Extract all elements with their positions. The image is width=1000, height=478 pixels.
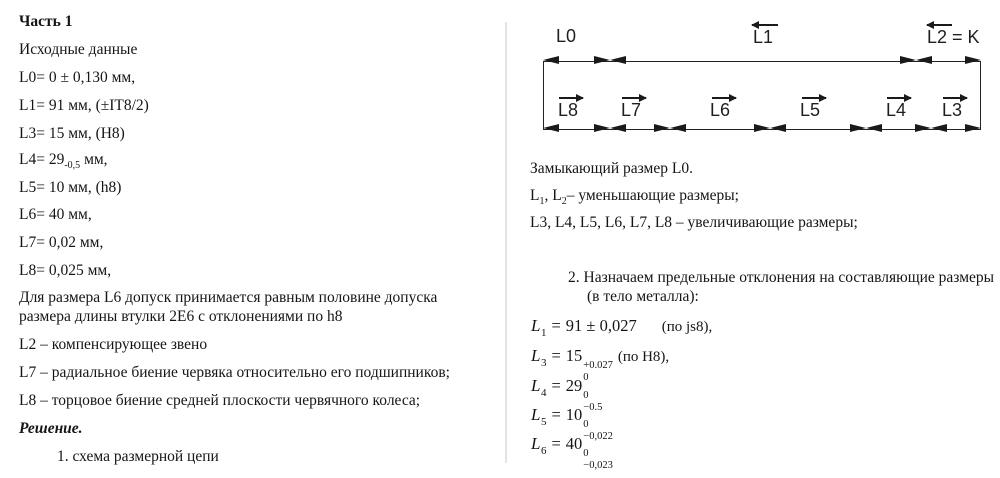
link-label-L3: L3 <box>942 100 963 120</box>
right-vector-arrow-icon <box>943 97 967 99</box>
formula-variable: L <box>531 346 541 365</box>
formula-note: (по H8), <box>617 349 670 365</box>
arrowhead-icon <box>965 56 981 64</box>
right-vector-arrow-icon <box>887 97 911 99</box>
upper-deviation: 0 <box>583 448 589 459</box>
formula-variable: L <box>531 376 541 395</box>
formula-note: (по js8), <box>661 319 713 335</box>
tolerance-stack <box>583 448 613 472</box>
increasing-dimensions-line: L3, L4, L5, L6, L7, L8 – увеличивающие размеры; <box>530 214 858 231</box>
arrowhead-icon <box>916 56 932 64</box>
arrowhead-icon <box>754 124 770 132</box>
formula-index: 3 <box>540 357 547 369</box>
link-label-L1: L1 <box>753 27 774 47</box>
right-vector-arrow-icon <box>559 97 583 99</box>
subscript-index: 2 <box>561 196 567 207</box>
formula-value: 40 <box>565 434 583 453</box>
equals-sign: = <box>551 434 561 453</box>
formula-index: 5 <box>540 416 547 428</box>
text-line: L0= 0 ± 0,130 мм, <box>19 69 136 86</box>
link-label-L0: L0 <box>556 26 577 46</box>
link-label-L4: L4 <box>886 100 907 120</box>
text-segment: L4= 29 <box>19 151 65 168</box>
link-label-L5: L5 <box>800 100 821 120</box>
arrowhead-icon <box>543 124 559 132</box>
formula-value: 91 ± 0,027 <box>565 316 637 335</box>
left-vector-arrow-icon <box>752 24 778 26</box>
link-label-L7: L7 <box>621 100 642 120</box>
formula-index: 6 <box>540 445 547 457</box>
left-vector-arrow-icon <box>927 24 952 26</box>
formula-variable: L <box>531 434 541 453</box>
equals-sign: = <box>551 346 561 365</box>
upper-deviation: +0.027 <box>583 360 613 371</box>
text-line: L7 – радиальное биение червяка относительно его подшипников; <box>19 364 450 381</box>
text-line <box>19 151 108 175</box>
formula-value: 15 <box>565 346 583 365</box>
arrowhead-icon <box>931 124 947 132</box>
arrowhead-icon <box>850 124 866 132</box>
part-title: Часть 1 <box>19 13 73 30</box>
lower-deviation: −0,023 <box>583 460 613 472</box>
arrowhead-icon <box>543 56 559 64</box>
subscript-index: 1 <box>539 196 545 207</box>
arrowhead-icon <box>654 124 670 132</box>
text-segment: L <box>530 187 540 204</box>
formula-variable: L <box>531 316 541 335</box>
text-line: L5= 10 мм, (h8) <box>19 179 122 196</box>
arrowhead-icon <box>670 124 686 132</box>
subscript-tolerance: -0,5 <box>64 160 81 171</box>
text-line: Исходные данные <box>19 41 138 58</box>
step2-heading-line2: (в тело металла): <box>587 288 699 305</box>
arrowhead-icon <box>770 124 786 132</box>
formula-L1 <box>531 316 712 339</box>
right-boundary-line <box>980 61 981 130</box>
formula-index: 1 <box>540 327 547 339</box>
right-vector-arrow-icon <box>622 97 646 99</box>
solution-heading: Решение. <box>19 420 83 437</box>
arrowhead-icon <box>594 56 610 64</box>
step2-heading-line1: 2. Назначаем предельные отклонения на составляющие размеры <box>568 269 995 286</box>
text-line: L8 – торцовое биение средней плоскости червячного колеса; <box>19 392 421 409</box>
text-segment: мм, <box>80 151 108 168</box>
formula-index: 4 <box>540 387 547 399</box>
note-paragraph: Для размера L6 допуск принимается равным половине допуска размера длины втулки 2Е6 с отклонениями по h8 <box>19 289 438 325</box>
formula-value: 10 <box>565 405 583 424</box>
text-line: L8= 0,025 мм, <box>19 262 112 279</box>
decreasing-dimensions-line <box>530 187 739 211</box>
formula-value: 29 <box>565 376 583 395</box>
text-segment: – уменьшающие размеры; <box>566 187 739 204</box>
arrowhead-icon <box>915 124 931 132</box>
arrowhead-icon <box>594 124 610 132</box>
link-label-L6: L6 <box>710 100 731 120</box>
text-line: L1= 91 мм, (±IT8/2) <box>19 97 149 114</box>
formula-L6 <box>531 434 613 472</box>
lower-deviation: −0,022 <box>583 431 613 443</box>
right-vector-arrow-icon <box>802 97 826 99</box>
left-boundary-line <box>543 61 544 130</box>
closing-dimension-line: Замыкающий размер L0. <box>530 160 693 177</box>
list-item: 1. схема размерной цепи <box>57 448 219 465</box>
equals-sign: = <box>551 376 561 395</box>
equals-sign: = <box>551 405 561 424</box>
text-line: L2 – компенсирующее звено <box>19 336 208 353</box>
lower-deviation: −0.5 <box>583 402 603 414</box>
text-segment: , L <box>544 187 562 204</box>
arrowhead-icon <box>610 56 626 64</box>
text-line: L6= 40 мм, <box>19 206 92 223</box>
upper-deviation: 0 <box>583 390 589 401</box>
text-line: L3= 15 мм, (H8) <box>19 125 125 142</box>
arrowhead-icon <box>900 56 916 64</box>
arrowhead-icon <box>610 124 626 132</box>
column-divider <box>505 22 507 463</box>
arrowhead-icon <box>965 124 981 132</box>
equals-sign: = <box>551 316 561 335</box>
link-label-L2-K: L2 = K <box>927 27 980 47</box>
arrowhead-icon <box>866 124 882 132</box>
text-line: L7= 0,02 мм, <box>19 234 104 251</box>
formula-variable: L <box>531 405 541 424</box>
lower-deviation: 0 <box>583 372 589 384</box>
link-label-L8: L8 <box>558 100 579 120</box>
upper-deviation: 0 <box>583 419 589 430</box>
right-vector-arrow-icon <box>712 97 736 99</box>
